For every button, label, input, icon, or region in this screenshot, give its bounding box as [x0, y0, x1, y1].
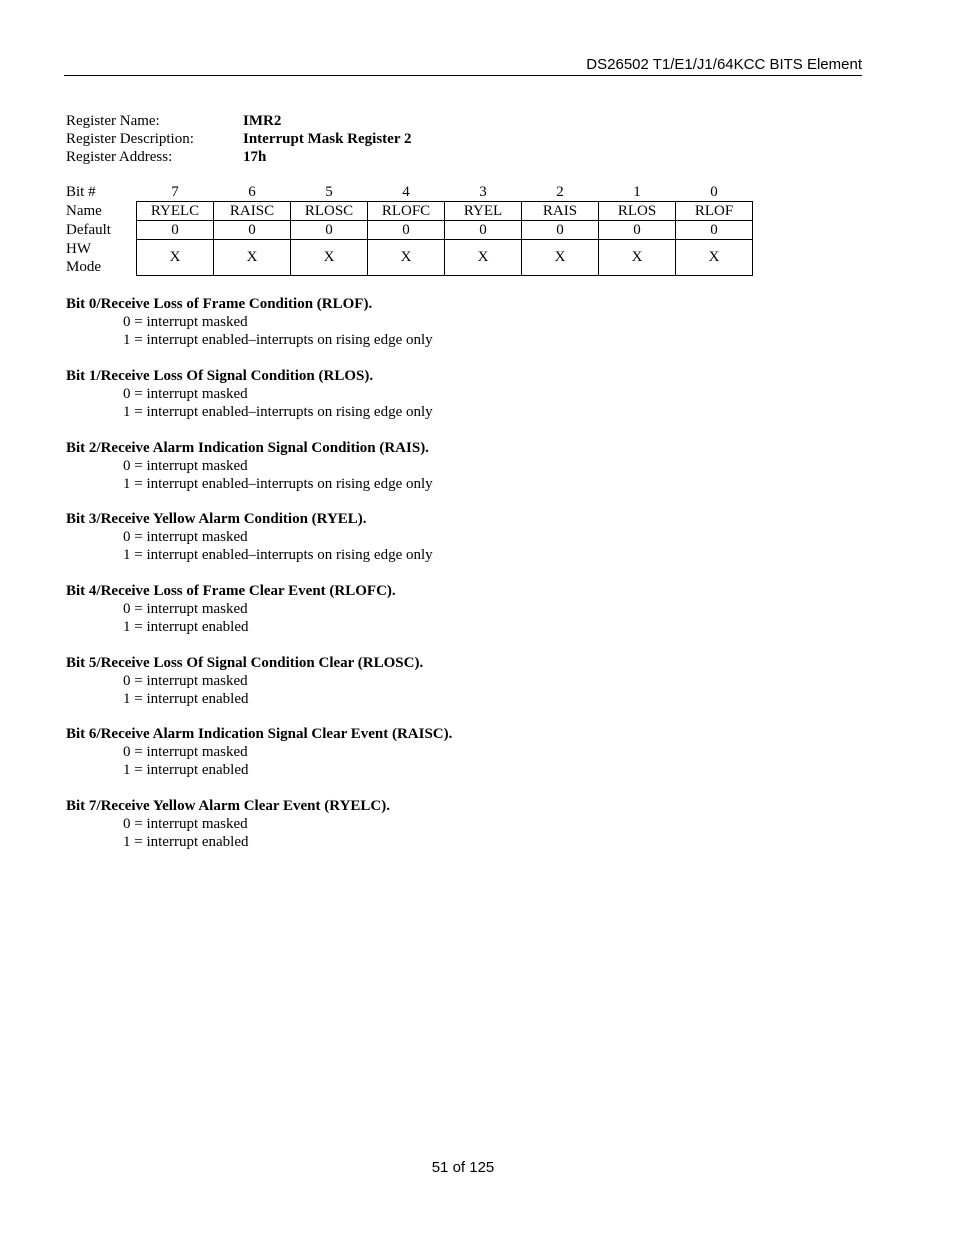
bit-number: 7 [171, 184, 179, 200]
bit-default-label: Default [66, 221, 111, 238]
bit-description [66, 797, 390, 851]
hw-label: HW [66, 240, 91, 257]
bit-description-option: 1 = interrupt enabled–interrupts on rising edge only [123, 332, 433, 348]
register-name-value: IMR2 [243, 113, 282, 129]
bit-description-option: 1 = interrupt enabled–interrupts on rising edge only [123, 547, 433, 563]
bit-description-title: Bit 6/Receive Alarm Indication Signal Clear Event (RAISC). [66, 726, 453, 742]
bit-name-cell: RAISC [214, 202, 291, 221]
page-header [64, 55, 862, 76]
bit-description [66, 654, 423, 708]
bit-description-title: Bit 5/Receive Loss Of Signal Condition Clear (RLOSC). [66, 655, 424, 671]
register-name-row [66, 112, 411, 130]
bit-hw-mode-cell: X [291, 240, 368, 276]
bit-description-option: 1 = interrupt enabled–interrupts on rising edge only [123, 404, 433, 420]
bit-description-option: 0 = interrupt masked [123, 529, 248, 545]
bit-default-cell: 0 [599, 221, 676, 240]
bit-name-cell: RYEL [445, 202, 522, 221]
bit-name-row [64, 202, 753, 221]
register-name-label: Register Name: [66, 113, 160, 129]
bit-description-title: Bit 4/Receive Loss of Frame Clear Event (RLOFC). [66, 583, 396, 599]
bit-hw-mode-cell: X [676, 240, 753, 276]
bit-description-title: Bit 2/Receive Alarm Indication Signal Condition (RAIS). [66, 440, 429, 456]
register-description-value: Interrupt Mask Register 2 [243, 131, 412, 147]
bit-number: 2 [556, 184, 564, 200]
bit-number: 1 [633, 184, 641, 200]
bit-description-option: 1 = interrupt enabled [123, 619, 249, 635]
bit-number: 5 [325, 184, 333, 200]
bit-hw-mode-cell: X [137, 240, 214, 276]
bit-description-option: 1 = interrupt enabled [123, 691, 249, 707]
bit-description-option: 0 = interrupt masked [123, 314, 248, 330]
bit-default-cell: 0 [291, 221, 368, 240]
bit-description-title: Bit 0/Receive Loss of Frame Condition (RLOF). [66, 296, 373, 312]
bit-hw-mode-cell: X [214, 240, 291, 276]
bit-number: 6 [248, 184, 256, 200]
bit-number-label: Bit # [66, 184, 96, 201]
bit-name-cell: RAIS [522, 202, 599, 221]
bit-description [66, 367, 433, 421]
bit-description [66, 582, 396, 636]
mode-label: Mode [66, 258, 101, 275]
bit-name-cell: RLOSC [291, 202, 368, 221]
register-address-label: Register Address: [66, 149, 173, 165]
register-address-value: 17h [243, 149, 267, 165]
bit-hw-mode-label [64, 240, 137, 276]
register-info [66, 112, 411, 166]
bit-description-option: 1 = interrupt enabled–interrupts on rising edge only [123, 476, 433, 492]
bit-description-option: 0 = interrupt masked [123, 816, 248, 832]
bit-table [64, 183, 753, 276]
bit-description-option: 0 = interrupt masked [123, 744, 248, 760]
document-title: DS26502 T1/E1/J1/64KCC BITS Element [586, 56, 862, 73]
bit-default-cell: 0 [368, 221, 445, 240]
bit-description-option: 0 = interrupt masked [123, 386, 248, 402]
bit-description [66, 510, 433, 564]
bit-default-cell: 0 [214, 221, 291, 240]
bit-description-option: 1 = interrupt enabled [123, 762, 249, 778]
page-number: 51 of 125 [431, 1159, 495, 1176]
register-description-label: Register Description: [66, 131, 194, 147]
bit-name-cell: RLOS [599, 202, 676, 221]
bit-description-option: 0 = interrupt masked [123, 601, 248, 617]
page-footer [0, 1158, 926, 1178]
bit-default-cell: 0 [137, 221, 214, 240]
bit-default-cell: 0 [676, 221, 753, 240]
bit-hw-mode-cell: X [445, 240, 522, 276]
bit-description-title: Bit 3/Receive Yellow Alarm Condition (RYEL). [66, 511, 367, 527]
bit-description [66, 295, 433, 349]
bit-name-cell: RYELC [137, 202, 214, 221]
bit-default-row [64, 221, 753, 240]
bit-default-cell: 0 [522, 221, 599, 240]
bit-number: 4 [402, 184, 410, 200]
bit-name-cell: RLOF [676, 202, 753, 221]
bit-description-option: 0 = interrupt masked [123, 458, 248, 474]
bit-name-label: Name [66, 202, 102, 219]
bit-description [66, 725, 452, 779]
bit-description [66, 439, 433, 493]
bit-number: 3 [479, 184, 487, 200]
bit-number: 0 [710, 184, 718, 200]
bit-default-cell: 0 [445, 221, 522, 240]
bit-description-title: Bit 1/Receive Loss Of Signal Condition (RLOS). [66, 368, 374, 384]
register-description-row [66, 130, 411, 148]
bit-description-option: 0 = interrupt masked [123, 673, 248, 689]
bit-hw-mode-cell: X [522, 240, 599, 276]
bit-name-cell: RLOFC [368, 202, 445, 221]
bit-hw-mode-cell: X [368, 240, 445, 276]
bit-hw-mode-row [64, 240, 753, 276]
bit-hw-mode-cell: X [599, 240, 676, 276]
bit-number-row [64, 183, 753, 202]
bit-description-title: Bit 7/Receive Yellow Alarm Clear Event (RYELC). [66, 798, 390, 814]
bit-description-option: 1 = interrupt enabled [123, 834, 249, 850]
register-address-row [66, 148, 411, 166]
